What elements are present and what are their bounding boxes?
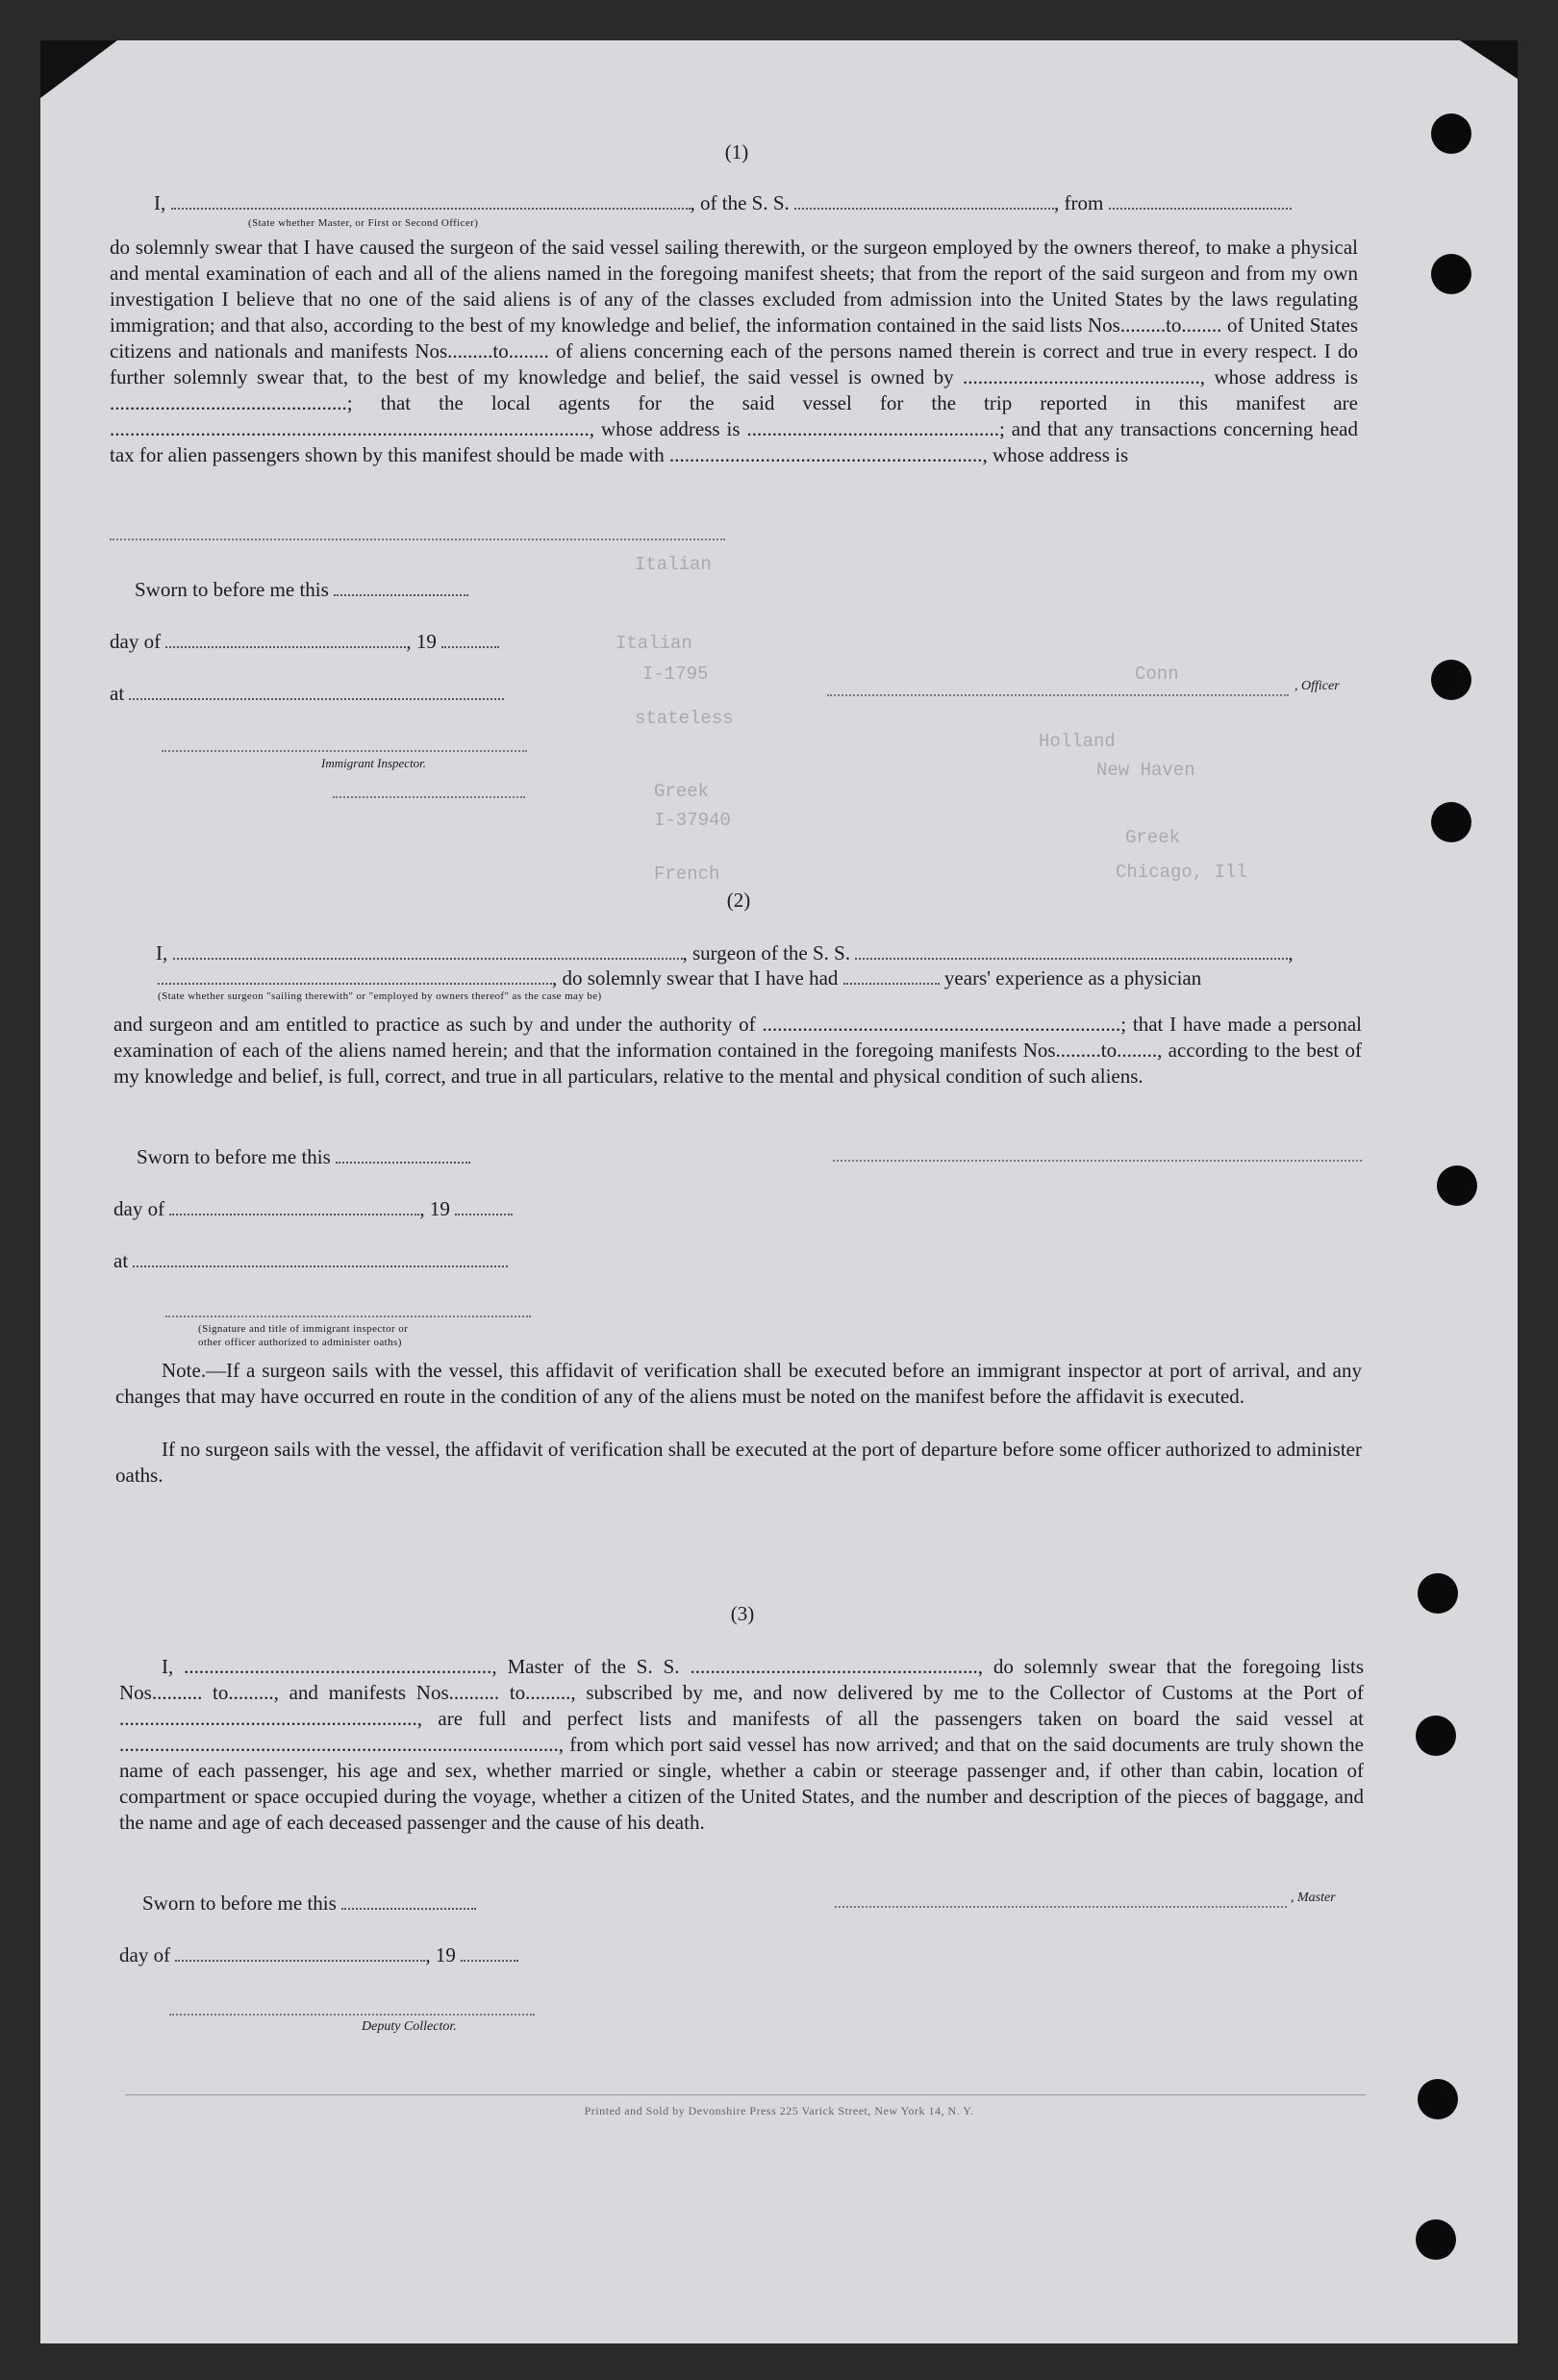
oath-paragraph-3: I, ............................................................., Master of the S. S. ........................................................., do solemnly swear that the foregoing lists Nos.......... to........., and manifests Nos.......... to........., subscribed by me, and now delivered by me to the Collector of Customs at the Port of ..........................................................., are full and perfect lists and manifests of all the passengers taken on board the said vessel at ......................................................................................., from which port said vessel has now arrived; and that on the said documents are truly shown the name of each passenger, his age and sex, whether married or single, whether a cabin or steerage passenger and, if other than cabin, location of compartment or space occupied during the voyage, whether a citizen of the United States, and the number and description of the pieces of baggage, and the name and age of each deceased passenger and the cause of his death. [119,1655,1364,1834]
bleed-text: Conn [1135,664,1179,685]
month-field[interactable] [175,1944,425,1962]
sworn-date-field[interactable] [336,1146,470,1164]
sworn-date-field[interactable] [341,1892,476,1910]
label-year: , 19 [425,1943,456,1967]
section-number: (3) [730,1602,755,1625]
label-sworn: Sworn to before me this [137,1145,331,1168]
label-year: , 19 [419,1197,450,1220]
inspector-label: Immigrant Inspector. [321,756,427,770]
oath-paragraph-2: and surgeon and am entitled to practice as such by and under the authority of .......................................................................; that I have made a personal examination of each of the aliens named herein; and that the information contained in the foregoing manifests Nos.........to........, according to the best of my knowledge and belief, is full, correct, and true in all particulars, relative to the mental and physical condition of such aliens. [113,1013,1362,1088]
bleed-text: French [654,864,720,885]
ship-name-field-2[interactable] [855,942,1288,960]
surgeon-name-field[interactable] [173,942,683,960]
master-name-field[interactable] [171,192,691,210]
signature-title-field[interactable] [165,1315,531,1317]
bleed-text: New Haven [1096,760,1195,781]
officer-label: , Officer [1294,679,1340,693]
label-at: at [110,682,125,705]
officer-signature-field[interactable] [827,694,1289,696]
bleed-text: stateless [635,708,734,729]
label-i: I, [154,191,166,214]
punch-hole [1431,113,1471,154]
surgeon-status-field[interactable] [158,967,552,985]
day-of-line [113,1196,513,1222]
label-ss: , of the S. S. [690,191,790,214]
punch-hole [1416,2219,1456,2260]
label-year: , 19 [406,630,437,653]
punch-hole [1416,1716,1456,1756]
departure-port-field[interactable] [1109,192,1292,210]
label-swear: , do solemnly swear that I have had [552,966,839,990]
punch-hole [1437,1165,1477,1206]
section-number: (2) [726,889,751,912]
oath-paragraph-1: do solemnly swear that I have caused the surgeon of the said vessel sailing therewith, or the surgeon employed by the owners thereof, to make a physical and mental examination of each and all of the aliens named in the foregoing manifest sheets; that from the report of the said surgeon and from my own investigation I believe that no one of the said aliens is of any of the classes excluded from admission into the United States by the laws regulating immigration; and that also, according to the best of my knowledge and belief, the information contained in the said lists Nos.........to........ of United States citizens and nationals and manifests Nos.........to........ of aliens concerning each of the persons named therein is correct and true in every respect. I do further solemnly swear that, to the best of my knowledge and belief, the said vessel is owned by ..............................................., whose address is ...............................................; that the local agents for the said vessel for the trip reported in this manifest are ..............................................................................................., whose address is ..................................................; and that any transactions concerning head tax for alien passengers shown by this manifest should be made with .............................................................., whose address is [110,236,1358,466]
collector-signature-field[interactable] [169,2014,535,2016]
label-surgeon: , surgeon of the S. S. [682,941,851,965]
torn-corner-right [1460,40,1518,79]
inspector-signature-field[interactable] [162,750,527,752]
label-day-of: day of [113,1197,165,1220]
label-i: I, [156,941,168,965]
note-paragraph-2: If no surgeon sails with the vessel, the affidavit of verification shall be executed at the port of departure before some officer authorized to administer oaths. [115,1438,1362,1487]
footer-rule [125,2094,1366,2095]
year-field[interactable] [441,631,499,648]
master-label: , Master [1291,1891,1336,1905]
caption-signature-2: other officer authorized to administer oaths) [198,1337,402,1348]
punch-hole [1431,660,1471,700]
ship-name-field[interactable] [794,192,1054,210]
bleed-text: Italian [635,554,712,575]
label-from: , from [1054,191,1104,214]
surgeon-signature-field[interactable] [833,1160,1362,1162]
caption-surgeon: (State whether surgeon "sailing therewith" or "employed by owners thereof" as the case may be) [158,990,602,1002]
label-years: years' experience as a physician [943,966,1202,990]
punch-hole [1431,802,1471,842]
bleed-text: Holland [1039,731,1116,752]
bleed-text: Greek [654,781,710,802]
label-day-of: day of [110,630,162,653]
year-field[interactable] [455,1198,513,1215]
deputy-collector-label: Deputy Collector. [362,2019,457,2034]
years-field[interactable] [843,967,940,985]
inspector-title-field[interactable] [333,796,525,798]
year-field[interactable] [461,1944,518,1962]
place-field[interactable] [129,683,504,700]
label-sworn: Sworn to before me this [135,578,329,601]
punch-hole [1418,1573,1458,1614]
section2-line2 [158,965,1201,991]
section2-line1: I, , surgeon of the S. S. , [156,941,1294,965]
bleed-text: I-1795 [642,664,709,685]
label-day-of: day of [119,1943,171,1967]
section-number: (1) [724,140,749,163]
bleed-text: I-37940 [654,810,731,831]
place-field[interactable] [133,1250,508,1267]
note-paragraph: Note.—If a surgeon sails with the vessel, this affidavit of verification shall be executed before an immigrant inspector at port of arrival, and any changes that may have occurred en route in the condition of any of the aliens must be noted on the manifest before the affidavit is executed. [115,1359,1362,1408]
caption-master: (State whether Master, or First or Second Officer) [248,217,479,229]
month-field[interactable] [165,631,406,648]
caption-signature-1: (Signature and title of immigrant inspector or [198,1323,409,1335]
label-at: at [113,1249,129,1272]
label-sworn: Sworn to before me this [142,1891,337,1915]
punch-hole [1431,254,1471,294]
sworn-line [135,577,468,603]
sworn-line [142,1891,476,1917]
bleed-text: Greek [1125,827,1181,848]
day-of-line [119,1942,518,1968]
bleed-text: Chicago, Ill [1116,862,1247,883]
master-signature-field[interactable] [835,1906,1287,1908]
bleed-text: Italian [616,633,692,654]
torn-corner-left [40,40,117,98]
sworn-date-field[interactable] [334,579,468,596]
day-of-line [110,629,499,655]
at-line [113,1248,508,1274]
sworn-line [137,1144,470,1170]
at-line [110,681,504,707]
address-continuation-field[interactable] [110,539,725,540]
section1-line1 [154,190,1292,216]
printer-footer: Printed and Sold by Devonshire Press 225 Varick Street, New York 14, N. Y. [584,2104,974,2117]
month-field[interactable] [169,1198,419,1215]
